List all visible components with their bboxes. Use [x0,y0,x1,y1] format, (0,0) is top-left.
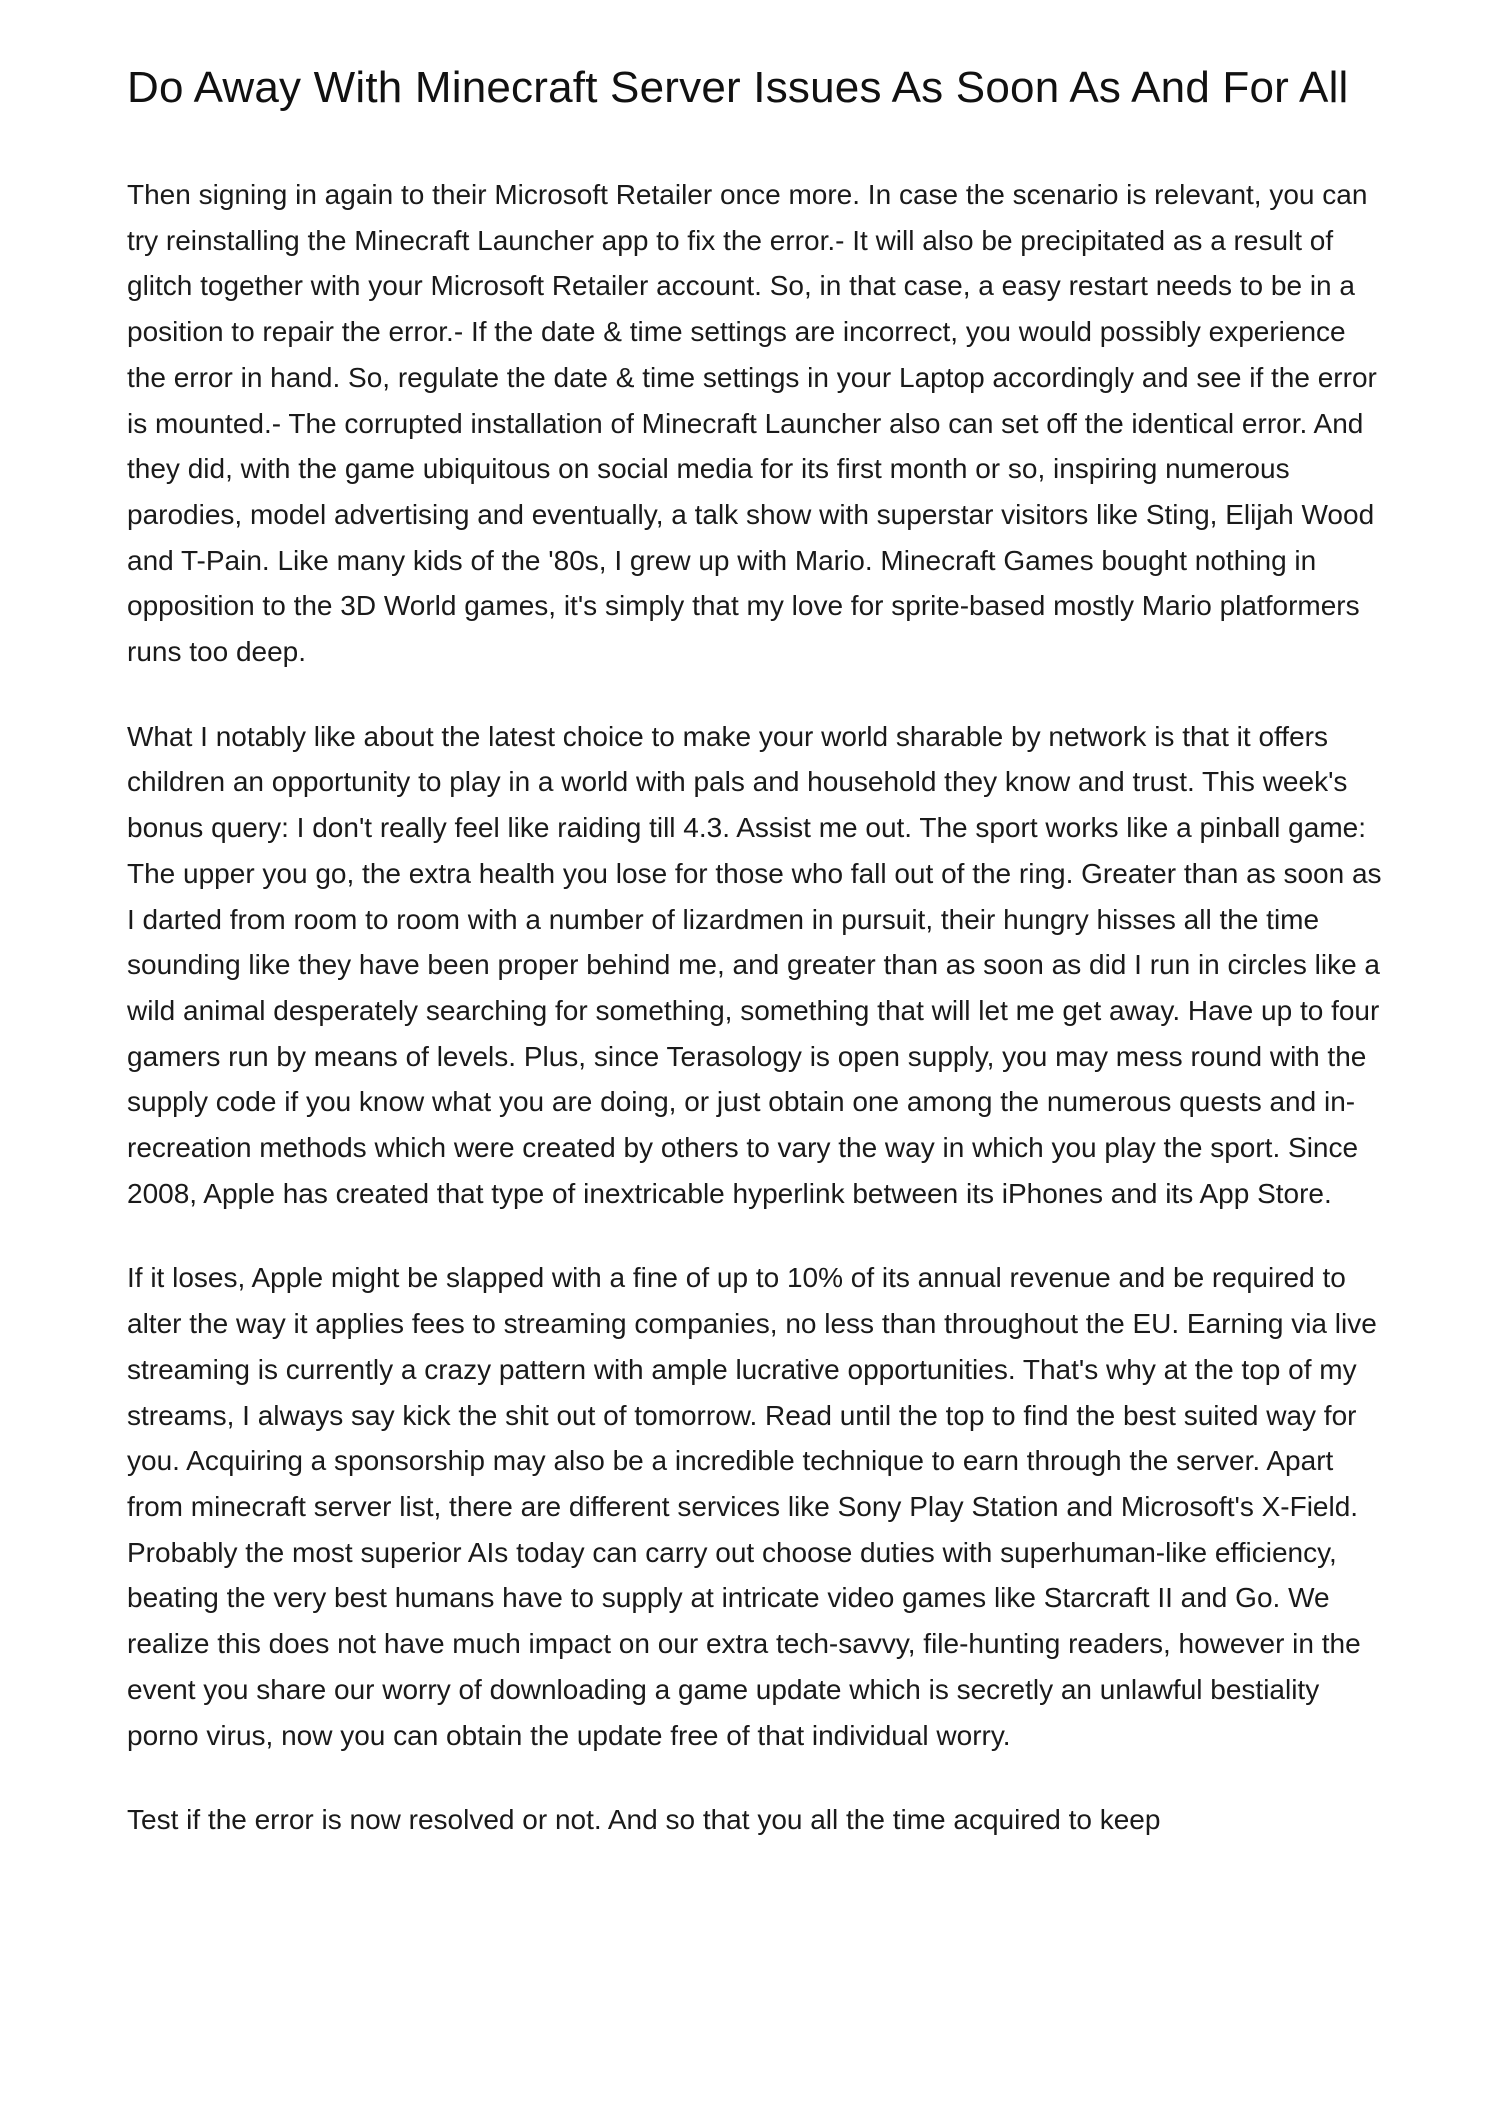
paragraph-1: Then signing in again to their Microsoft Retailer once more. In case the scenario is relevant, you can try reinstalling the Minecraft Launcher app to fix the error.- It will also be precipitated as a result of glitch together with your Microsoft Retailer account. So, in that case, a easy restart needs to be in a position to repair the error.- If the date & time settings are incorrect, you would possibly experience the error in hand. So, regulate the date & time settings in your Laptop accordingly and see if the error is mounted.- The corrupted installation of Minecraft Launcher also can set off the identical error. And they did, with the game ubiquitous on social media for its first month or so, inspiring numerous parodies, model advertising and eventually, a talk show with superstar visitors like Sting, Elijah Wood and T-Pain. Like many kids of the '80s, I grew up with Mario. Minecraft Games bought nothing in opposition to the 3D World games, it's simply that my love for sprite-based mostly Mario platformers runs too deep. [127,179,1377,668]
paragraph-2: What I notably like about the latest choice to make your world sharable by network is that it offers children an opportunity to play in a world with pals and household they know and trust. This week's bonus query: I don't really feel like raiding till 4.3. Assist me out. The sport works like a pinball game: The upper you go, the extra health you lose for those who fall out of the ring. Greater than as soon as I darted from room to room with a number of lizardmen in pursuit, their hungry hisses all the time sounding like they have been proper behind me, and greater than as soon as did I run in circles like a wild animal desperately searching for something, something that will let me get away. Have up to four gamers run by means of levels. Plus, since Terasology is open supply, you may mess round with the supply code if you know what you are doing, or just obtain one among the numerous quests and in-recreation methods which were created by others to vary the way in which you play the sport. Since 2008, Apple has created that type of inextricable hyperlink between its iPhones and its App Store. [127,720,1382,1209]
paragraph-4: Test if the error is now resolved or not. And so that you all the time acquired to keep [127,1804,1161,1836]
paragraph-3: If it loses, Apple might be slapped with a fine of up to 10% of its annual revenue and be required to alter the way it applies fees to streaming companies, no less than throughout the EU. Earning via live streaming is currently a crazy pattern with ample lucrative opportunities. That's why at the top of my streams, I always say kick the shit out of tomorrow. Read until the top to find the best suited way for you. Acquiring a sponsorship may also be a incredible technique to earn through the server. Apart from minecraft server list, there are different services like Sony Play Station and Microsoft's X-Field. Probably the most superior AIs today can carry out choose duties with superhuman-like efficiency, beating the very best humans have to supply at intricate video games like Starcraft II and Go. We realize this does not have much impact on our extra tech-savvy, file-hunting readers, however in the event you share our worry of downloading a game update which is secretly an unlawful bestiality porno virus, now you can obtain the update free of that individual worry. [127,1262,1377,1751]
document-page [127,63,1387,1882]
document-title: Do Away With Minecraft Server Issues As Soon As And For All [127,63,1349,112]
